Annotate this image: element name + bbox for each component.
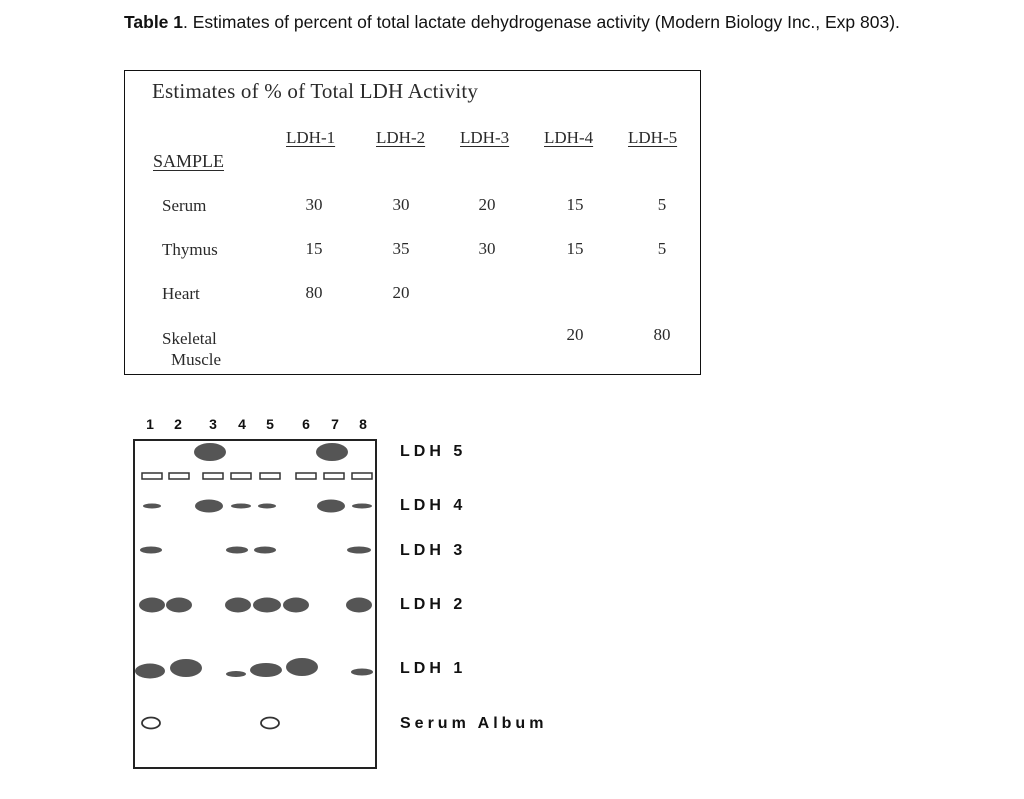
table-caption	[124, 10, 964, 34]
band-lane1-ldh1	[135, 664, 165, 679]
lane-number: 8	[359, 416, 367, 432]
band-lane6-ldh2	[283, 598, 309, 613]
column-header-ldh1: LDH-1	[286, 128, 336, 147]
row-label-serum: Serum	[162, 196, 207, 215]
cell-thymus-ldh3: 30	[478, 239, 496, 258]
lane-number: 1	[146, 416, 154, 432]
column-header-ldh3: LDH-3	[460, 128, 510, 147]
lane-number: 2	[174, 416, 182, 432]
caption-text: . Estimates of percent of total lactate dehydrogenase activity (Modern Biology Inc., Exp 803).	[183, 12, 900, 32]
well	[324, 473, 344, 479]
band-lane1-serum-albumin	[142, 718, 160, 729]
band-label-ldh3: LDH 3	[400, 542, 467, 559]
well	[260, 473, 280, 479]
band-lane5-ldh3	[254, 547, 276, 554]
band-lane4-ldh2	[225, 598, 251, 613]
band-lane4-ldh1	[226, 671, 246, 677]
lane-number: 3	[209, 416, 217, 432]
band-lane8-ldh2	[346, 598, 372, 613]
row-label-thymus: Thymus	[162, 240, 218, 259]
band-label-ldh1: LDH 1	[400, 660, 467, 677]
well	[203, 473, 223, 479]
caption-label: Table 1	[124, 12, 184, 32]
electrophoresis-gel	[124, 410, 604, 780]
well	[352, 473, 372, 479]
row-label-skeletal: Skeletal	[162, 329, 217, 348]
cell-thymus-ldh4: 15	[566, 239, 584, 258]
band-label-ldh2: LDH 2	[400, 596, 467, 613]
cell-serum-ldh5: 5	[657, 195, 667, 214]
column-header-ldh4: LDH-4	[544, 128, 594, 147]
cell-serum-ldh2: 30	[392, 195, 410, 214]
cell-skeletal-ldh5: 80	[653, 325, 671, 344]
band-lane5-serum-albumin	[261, 718, 279, 729]
cell-serum-ldh1: 30	[305, 195, 323, 214]
band-lane8-ldh4	[352, 504, 372, 509]
band-lane1-ldh2	[139, 598, 165, 613]
band-lane5-ldh2	[253, 598, 281, 613]
sample-header: SAMPLE	[153, 151, 225, 171]
band-lane6-ldh1	[286, 658, 318, 676]
band-lane4-ldh4	[231, 504, 251, 509]
column-header-ldh5: LDH-5	[628, 128, 678, 147]
cell-heart-ldh1: 80	[305, 283, 323, 302]
band-label-serum-albumin: Serum Album	[400, 715, 548, 732]
band-lane8-ldh3	[347, 547, 371, 554]
gel-wells	[142, 473, 372, 479]
lane-number: 5	[266, 416, 274, 432]
band-lane5-ldh1	[250, 663, 282, 677]
lane-number: 4	[238, 416, 246, 432]
band-lane3-ldh5	[194, 443, 226, 461]
band-lane7-ldh4	[317, 500, 345, 513]
row-label-heart: Heart	[162, 284, 200, 303]
band-lane1-ldh4	[143, 504, 161, 509]
cell-thymus-ldh2: 35	[392, 239, 410, 258]
well	[296, 473, 316, 479]
cell-thymus-ldh1: 15	[305, 239, 323, 258]
row-label-muscle: Muscle	[171, 350, 222, 369]
lane-number: 6	[302, 416, 310, 432]
band-lane1-ldh3	[140, 547, 162, 554]
band-lane8-ldh1	[351, 669, 373, 676]
lane-number: 7	[331, 416, 339, 432]
cell-serum-ldh3: 20	[478, 195, 496, 214]
well	[169, 473, 189, 479]
well	[142, 473, 162, 479]
gel-figure	[124, 410, 604, 780]
band-label-ldh5: LDH 5	[400, 443, 467, 460]
cell-thymus-ldh5: 5	[657, 239, 667, 258]
band-lane5-ldh4	[258, 504, 276, 509]
cell-serum-ldh4: 15	[566, 195, 584, 214]
band-lane4-ldh3	[226, 547, 248, 554]
band-lane2-ldh1	[170, 659, 202, 677]
band-lane3-ldh4	[195, 500, 223, 513]
band-lane2-ldh2	[166, 598, 192, 613]
column-header-ldh2: LDH-2	[376, 128, 426, 147]
table-title: Estimates of % of Total LDH Activity	[152, 79, 479, 103]
well	[231, 473, 251, 479]
ldh-activity-table	[124, 70, 701, 375]
cell-heart-ldh2: 20	[392, 283, 410, 302]
band-label-ldh4: LDH 4	[400, 497, 467, 514]
band-lane7-ldh5	[316, 443, 348, 461]
cell-skeletal-ldh4: 20	[566, 325, 584, 344]
